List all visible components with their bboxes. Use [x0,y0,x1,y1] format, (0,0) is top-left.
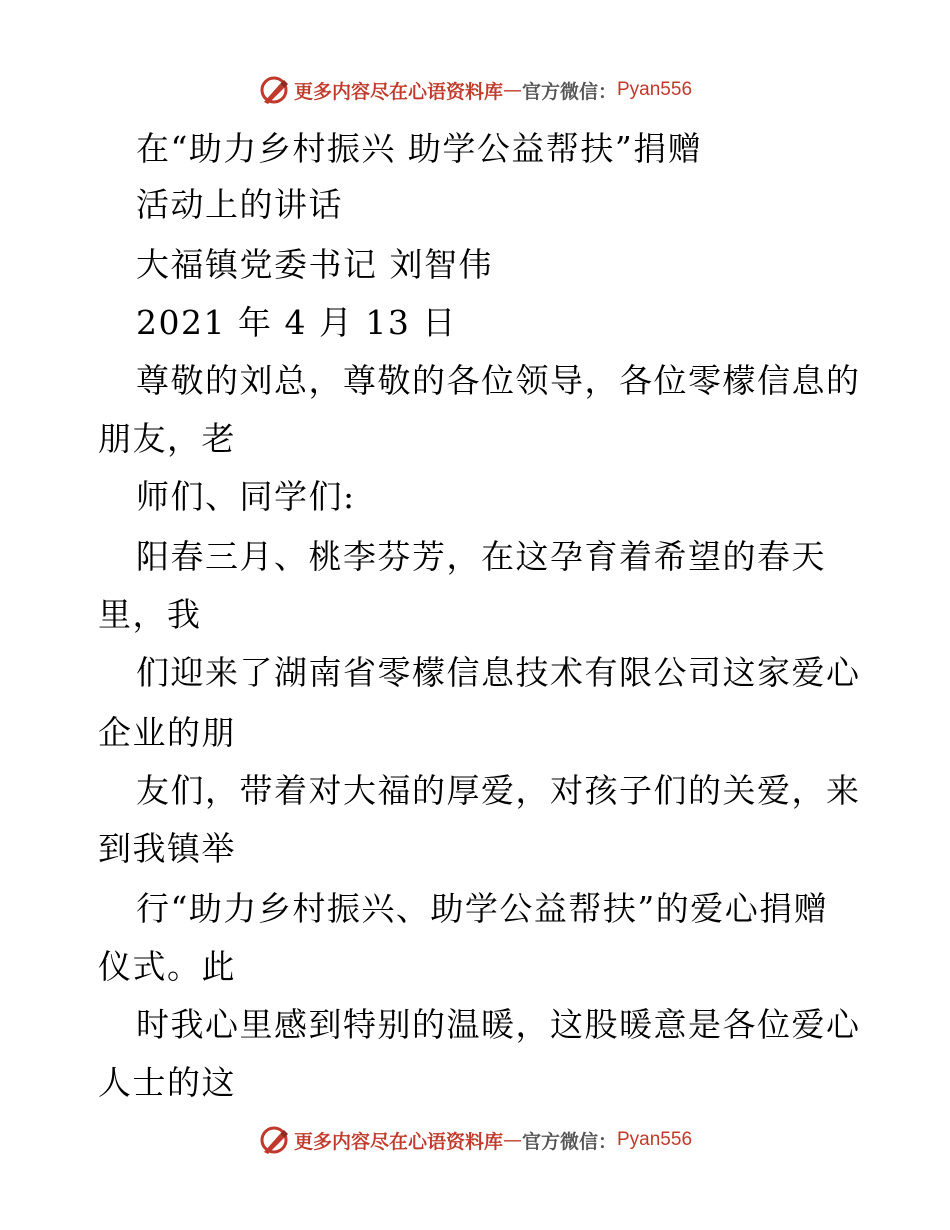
paragraph-line: 友们，带着对大福的厚爱，对孩子们的关爱，来 [136,771,861,810]
paragraph-line: 朋友，老 [98,419,236,458]
paragraph-line: 企业的朋 [98,713,236,752]
banner-dash: — [502,79,522,101]
paragraph-line: 们迎来了湖南省零檬信息技术有限公司这家爱心 [136,653,861,692]
banner-wechat-id: Pyan556 [617,79,693,100]
paragraph-line: 时我心里感到特别的温暖，这股暖意是各位爱心 [136,1005,861,1044]
paragraph-line: 尊敬的刘总，尊敬的各位领导，各位零檬信息的 [136,361,861,400]
paragraph-line: 到我镇举 [98,829,236,868]
paragraph-line: 里，我 [98,595,202,634]
title-line-1: 在“助力乡村振兴 助学公益帮扶”捐赠 [136,129,703,168]
banner-label: 官方微信： [521,1130,617,1153]
speaker-line: 大福镇党委书记 刘智伟 [136,245,493,284]
banner-main-text: 更多内容尽在心语资料库 [293,1130,503,1153]
header-banner [0,70,950,110]
banner-dash: — [502,1129,522,1151]
paragraph-line: 师们、同学们: [136,477,356,516]
pen-logo-icon [258,74,290,106]
paragraph-line: 阳春三月、桃李芬芳，在这孕育着希望的春天 [136,537,826,576]
banner-label: 官方微信： [521,80,617,103]
title-line-2: 活动上的讲话 [136,185,343,224]
footer-banner [0,1120,950,1160]
paragraph-line: 仪式。此 [98,947,236,986]
paragraph-line: 人士的这 [98,1063,236,1102]
pen-logo-icon [258,1124,290,1156]
banner-main-text: 更多内容尽在心语资料库 [293,80,503,103]
banner-wechat-id: Pyan556 [617,1129,693,1150]
paragraph-line: 行“助力乡村振兴、助学公益帮扶”的爱心捐赠 [136,889,829,928]
date-line: 2021 年 4 月 13 日 [136,303,457,342]
